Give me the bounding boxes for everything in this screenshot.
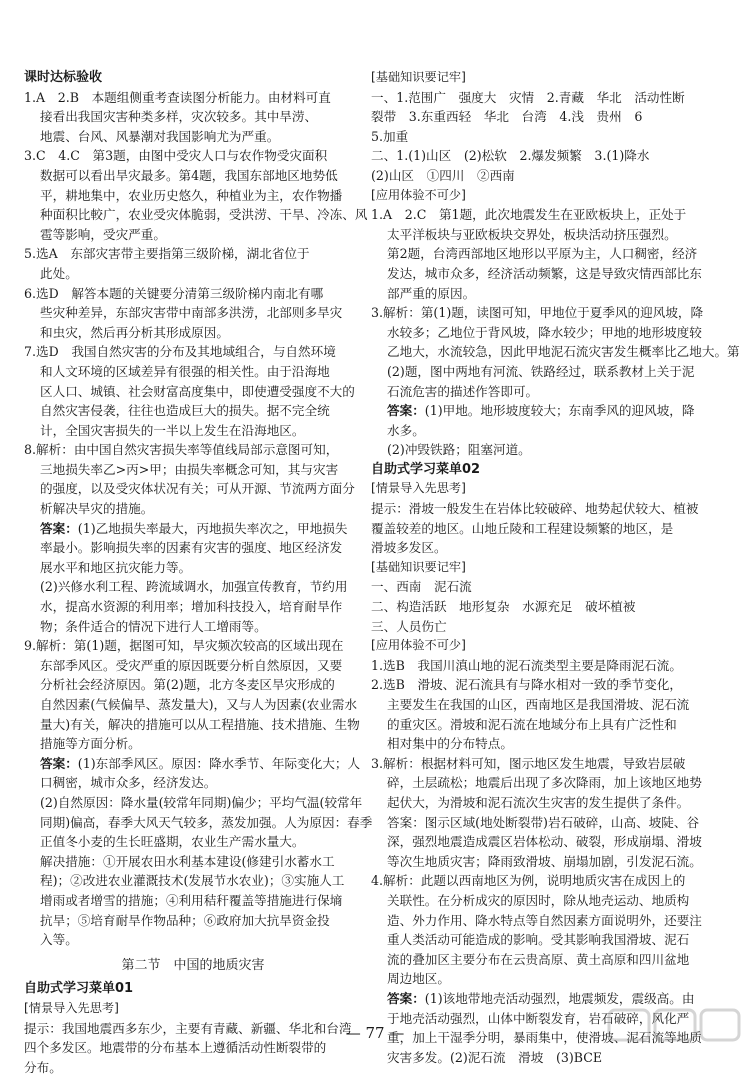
text-line bbox=[24, 342, 362, 362]
scenario-intro-box: [情景导入先思考] bbox=[24, 999, 362, 1019]
text-line: 区人口、城镇、社会财富高度集中，即使遭受强度不大的 bbox=[24, 382, 362, 402]
text-line: 起伏大，为滑坡和泥石流次生灾害的发生提供了条件。 bbox=[371, 793, 716, 813]
text-line: 裂带 3.东重西轻 华北 台湾 4.浅 贵州 6 bbox=[371, 107, 716, 127]
text-line: 等次生地质灾害；降雨致滑坡、崩塌加剧，引发泥石流。 bbox=[371, 852, 716, 872]
left-column bbox=[24, 68, 362, 1077]
text-line: 流的叠加区主要分布在云贵高原、黄土高原和四川盆地 bbox=[371, 950, 716, 970]
text-line bbox=[387, 401, 716, 421]
item-text: 选B 滑坡、泥石流具有与降水相对一致的季节变化， bbox=[383, 677, 682, 692]
page-number: — 77 — bbox=[0, 1024, 750, 1042]
text-line: 抗旱；⑤培育耐旱作物品种；⑥政府加大抗旱资金投 bbox=[40, 911, 362, 931]
text-line: 平，耕地集中，农业历史悠久，种植业为主，农作物播 bbox=[24, 186, 362, 206]
text-line: 雹等影响，受灾严重。 bbox=[24, 225, 362, 245]
text-line: 的重灾区。滑坡和泥石流在地域分布上具有广泛性和 bbox=[371, 715, 716, 735]
text-line: 析解决旱灾的措施。 bbox=[24, 499, 362, 519]
answer-item bbox=[24, 284, 362, 343]
text-line: 二、构造活跃 地形复杂 水源充足 破坏植被 bbox=[371, 597, 716, 617]
text-line: (2)自然原因：降水量(较常年同期)偏少；平均气温(较常年 bbox=[40, 793, 362, 813]
text-line: 水多。 bbox=[387, 421, 716, 441]
text-line: 5.加重 bbox=[371, 127, 716, 147]
text-line bbox=[40, 754, 362, 774]
text-line: 四个多发区。地震带的分布基本上遵循活动性断裂带的 bbox=[24, 1038, 362, 1058]
text-line: 解决措施：①开展农田水利基本建设(修建引水蓄水工 bbox=[40, 852, 362, 872]
item-number: 3. bbox=[24, 148, 36, 163]
text-line: 相对集中的分布特点。 bbox=[371, 734, 716, 754]
answer-item bbox=[371, 205, 716, 303]
text-line bbox=[371, 303, 716, 323]
answer-item bbox=[371, 754, 716, 872]
text-line: 重，加上干湿季分明，暴雨集中，使滑坡、泥石流等地质 bbox=[387, 1028, 716, 1048]
text-line bbox=[371, 754, 716, 774]
text-line: 接看出我国灾害种类多样，灾次较多。其中旱涝、 bbox=[24, 107, 362, 127]
answer-8 bbox=[24, 519, 362, 637]
answer-label: 答案： bbox=[387, 403, 425, 418]
text-line: 的强度，以及受灾体状况有关；可从开源、节流两方面分 bbox=[24, 479, 362, 499]
answer-9-analysis bbox=[24, 636, 362, 754]
text-line: 分布。 bbox=[24, 1058, 362, 1077]
text-line: (2)冲毁铁路；阻塞河道。 bbox=[387, 440, 716, 460]
self-study-menu-01-heading: 自助式学习菜单01 bbox=[24, 979, 362, 999]
item-text: 解析：根据材料可知，图示地区发生地震，导致岩层破 bbox=[383, 756, 685, 771]
text-line: 程)；②改进农业灌溉技术(发展节水农业)；③实施人工 bbox=[40, 871, 362, 891]
answer-item bbox=[24, 244, 362, 283]
answer-label: 答案： bbox=[387, 991, 425, 1006]
text-line: 种面积比較广，农业受灾体脆弱，受洪涝、干旱、冷冻、风 bbox=[24, 205, 362, 225]
item-number: 1. bbox=[371, 658, 383, 673]
text-line: 自然因素(气候偏旱、蒸发量大)，又与人为因素(农业需水 bbox=[24, 695, 362, 715]
answer-3 bbox=[371, 401, 716, 460]
item-text: 解析：由中国自然灾害损失率等值线局部示意图可知， bbox=[36, 442, 338, 457]
answer-9 bbox=[24, 754, 362, 950]
text-line: 深，强烈地震造成震区岩体松动、破裂，形成崩塌、滑坡 bbox=[371, 832, 716, 852]
text-line: 覆盖较差的地区。山地丘陵和工程建设频繁的地区，是 bbox=[371, 519, 716, 539]
answer-item bbox=[371, 656, 716, 676]
answer-item bbox=[371, 303, 716, 401]
item-number: 4. bbox=[371, 873, 383, 888]
text-line: 发达，城市众多，经济活动频繁，这是导致灾情西部比东 bbox=[371, 264, 716, 284]
answer-item bbox=[24, 88, 362, 147]
item-number: 3. bbox=[371, 756, 383, 771]
text-line: 量大)有关，解决的措施可以从工程措施、技术措施、生物 bbox=[24, 715, 362, 735]
text-line: 太平洋板块与亚欧板块交界处，板块活动挤压强烈。 bbox=[371, 225, 716, 245]
text-line: 部严重的原因。 bbox=[371, 284, 716, 304]
text-line: 灾害多发。(2)泥石流 滑坡 (3)BCE bbox=[387, 1048, 716, 1068]
item-text: 选B 我国川滇山地的泥石流类型主要是降雨泥石流。 bbox=[383, 658, 682, 673]
item-text: 选A 东部灾害带主要指第三级阶梯，湖北省位于 bbox=[36, 246, 310, 261]
item-text: A 2.B 本题组侧重考查读图分析能力。由材料可直 bbox=[36, 90, 331, 105]
answer-text: (1)东部季风区。原因：降水季节、年际变化大；人 bbox=[78, 756, 360, 771]
text-line bbox=[371, 205, 716, 225]
tip-text-2 bbox=[371, 499, 716, 558]
answer-item bbox=[371, 871, 716, 989]
text-line: 滑坡多发区。 bbox=[371, 538, 716, 558]
item-text: 解析：第(1)题，据图可知，旱灾频次较高的区域出现在 bbox=[36, 638, 344, 653]
text-line bbox=[371, 675, 716, 695]
answer-text: (1)甲地。地形坡度较大；东南季风的迎风坡，降 bbox=[425, 403, 695, 418]
basic-knowledge-1 bbox=[371, 88, 716, 186]
text-line: 提示：我国地震西多东少，主要有青藏、新疆、华北和台湾 bbox=[24, 1019, 362, 1039]
text-line bbox=[24, 244, 362, 264]
answer-item bbox=[24, 440, 362, 518]
text-line: 展水平和地区抗灾能力等。 bbox=[40, 558, 362, 578]
basic-knowledge-box-2: [基础知识要记牢] bbox=[371, 558, 716, 578]
left-answer-list bbox=[24, 88, 362, 519]
answer-label: 答案： bbox=[40, 521, 78, 536]
text-line: 三、人员伤亡 bbox=[371, 617, 716, 637]
item-number: 6. bbox=[24, 286, 36, 301]
text-line: 碎，土层疏松；地震后出现了多次降雨，加上该地区地势 bbox=[371, 773, 716, 793]
text-line: 石流危害的描述作答即可。 bbox=[371, 382, 716, 402]
right-column bbox=[371, 68, 716, 1067]
text-line bbox=[371, 656, 716, 676]
self-study-menu-02-heading: 自助式学习菜单02 bbox=[371, 460, 716, 480]
text-line: 造、外力作用、降水特点等自然因素方面说明外，还要注 bbox=[371, 911, 716, 931]
text-line: 三地损失率乙>丙>甲；由损失率概念可知，其与灾害 bbox=[24, 460, 362, 480]
text-line: 主要发生在我国的山区，西南地区是我国滑坡、泥石流 bbox=[371, 695, 716, 715]
text-line bbox=[371, 871, 716, 891]
text-line: 入等。 bbox=[40, 930, 362, 950]
text-line: 分析社会经济原因。第(2)题，北方冬麦区旱灾形成的 bbox=[24, 675, 362, 695]
text-line: 地震、台风、风暴潮对我国影响尤为严重。 bbox=[24, 127, 362, 147]
text-line: 重人类活动可能造成的影响。受其影响我国滑坡、泥石 bbox=[371, 930, 716, 950]
text-line: 此处。 bbox=[24, 264, 362, 284]
text-line bbox=[24, 440, 362, 460]
text-line: 正值冬小麦的生长旺盛期，农业生产需水量大。 bbox=[40, 832, 362, 852]
item-text: 选D 解答本题的关键要分清第三级阶梯内南北有哪 bbox=[36, 286, 323, 301]
text-line: 关联性。在分析成灾的原因时，除从地壳运动、地质构 bbox=[371, 891, 716, 911]
text-line: 些灾种差异，东部灾害带中南部多洪涝，北部则多旱灾 bbox=[24, 303, 362, 323]
text-line: 乙地大，水流较急，因此甲地泥石流灾害发生概率比乙地大。第 bbox=[371, 342, 716, 362]
text-line: 二、1.(1)山区 (2)松软 2.爆发频繁 3.(1)降水 bbox=[371, 146, 716, 166]
text-line: 自然灾害侵袭，往往也造成巨大的损失。据不完全统 bbox=[24, 401, 362, 421]
text-line: 水，提高水资源的利用率；增加科技投入，培育耐旱作 bbox=[40, 597, 362, 617]
text-line: 同期)偏高，春季大风天气较多，蒸发加强。人为原因：春季 bbox=[40, 813, 362, 833]
text-line: 措施等方面分析。 bbox=[24, 734, 362, 754]
basic-knowledge-2 bbox=[371, 577, 716, 636]
text-line: 于地壳活动强烈，山体中断裂发育，岩石破碎，风化严 bbox=[387, 1009, 716, 1029]
item-text: C 4.C 第3题，由图中受灾人口与农作物受灾面积 bbox=[36, 148, 327, 163]
section-heading-practice: 课时达标验收 bbox=[24, 68, 362, 88]
item-text: A 2.C 第1题，此次地震发生在亚欧板块上，正处于 bbox=[383, 207, 686, 222]
text-line: 和人文环境的区域差异有很强的相关性。由于沿海地 bbox=[24, 362, 362, 382]
answer-item bbox=[371, 675, 716, 753]
text-line: 增雨或者增雪的措施；④利用秸秆覆盖等措施进行保墒 bbox=[40, 891, 362, 911]
text-line bbox=[24, 146, 362, 166]
text-line: 周边地区。 bbox=[371, 969, 716, 989]
answer-item bbox=[24, 636, 362, 754]
item-text: 选D 我国自然灾害的分布及其地域组合，与自然环境 bbox=[36, 344, 336, 359]
item-number: 8. bbox=[24, 442, 36, 457]
answer-label: 答案： bbox=[40, 756, 78, 771]
text-line: 物；条件适合的情况下进行人工增雨等。 bbox=[40, 617, 362, 637]
answer-item bbox=[24, 342, 362, 440]
text-line bbox=[24, 284, 362, 304]
text-line: 水较多；乙地位于背风坡，降水较少；甲地的地形坡度较 bbox=[371, 323, 716, 343]
text-line: (2)题，图中两地有河流、铁路经过，联系教材上关于泥 bbox=[371, 362, 716, 382]
watermark-logo bbox=[605, 1006, 743, 1062]
application-answers-2 bbox=[371, 656, 716, 989]
item-number: 1. bbox=[24, 90, 36, 105]
text-line: (2)山区 ①四川 ②西南 bbox=[371, 166, 716, 186]
scenario-intro-box-2: [情景导入先思考] bbox=[371, 479, 716, 499]
text-line bbox=[40, 519, 362, 539]
application-box-2: [应用体验不可少] bbox=[371, 636, 716, 656]
item-number: 2. bbox=[371, 677, 383, 692]
application-answers-1 bbox=[371, 205, 716, 401]
answer-item bbox=[24, 146, 362, 244]
text-line bbox=[24, 636, 362, 656]
text-line: 计，全国灾害损失的一半以上发生在沿海地区。 bbox=[24, 421, 362, 441]
item-number: 5. bbox=[24, 246, 36, 261]
text-line: 口稠密，城市众多，经济发达。 bbox=[40, 773, 362, 793]
text-line bbox=[24, 88, 362, 108]
text-line: 数据可以看出旱灾最多。第4题，我国东部地区地势低 bbox=[24, 166, 362, 186]
text-line: (2)兴修水利工程、跨流域调水，加强宣传教育，节约用 bbox=[40, 577, 362, 597]
item-number: 3. bbox=[371, 305, 383, 320]
text-line: 一、西南 泥石流 bbox=[371, 577, 716, 597]
basic-knowledge-box-1: [基础知识要记牢] bbox=[371, 68, 716, 88]
section-title-geological-disasters: 第二节 中国的地质灾害 bbox=[24, 956, 362, 976]
item-number: 7. bbox=[24, 344, 36, 359]
answer-text: (1)该地带地壳活动强烈，地震频发，震级高。由 bbox=[425, 991, 695, 1006]
item-number: 1. bbox=[371, 207, 383, 222]
text-line: 答案：图示区域(地处断裂带)岩石破碎，山高、坡陡、谷 bbox=[371, 813, 716, 833]
item-text: 解析：第(1)题，读图可知，甲地位于夏季风的迎风坡，降 bbox=[383, 305, 703, 320]
text-line: 一、1.范围广 强度大 灾情 2.青藏 华北 活动性断 bbox=[371, 88, 716, 108]
application-box-1: [应用体验不可少] bbox=[371, 186, 716, 206]
text-line: 率最小。影响损失率的因素有灾害的强度、地区经济发 bbox=[40, 538, 362, 558]
item-number: 9. bbox=[24, 638, 36, 653]
text-line: 东部季风区。受灾严重的原因既要分析自然原因，又要 bbox=[24, 656, 362, 676]
text-line: 和虫灾，然后再分析其形成原因。 bbox=[24, 323, 362, 343]
item-text: 解析：此题以西南地区为例，说明地质灾害在成因上的 bbox=[383, 873, 685, 888]
answer-text: (1)乙地损失率最大，丙地损失率次之，甲地损失 bbox=[78, 521, 348, 536]
text-line: 第2题，台湾西部地区地形以平原为主，人口稠密，经济 bbox=[371, 244, 716, 264]
text-line: 提示：滑坡一般发生在岩体比较破碎、地势起伏较大、植被 bbox=[371, 499, 716, 519]
